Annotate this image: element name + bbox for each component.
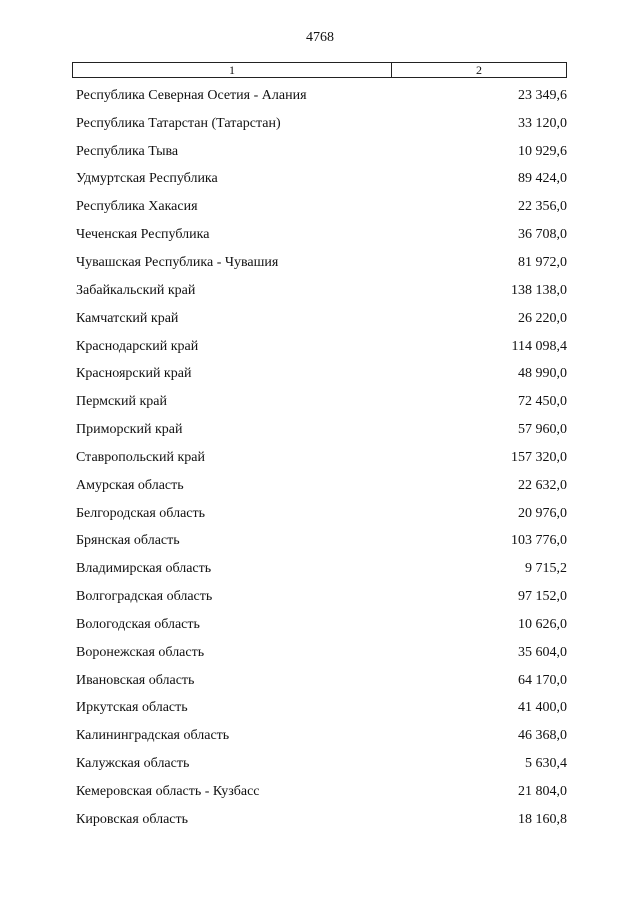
region-value: 72 450,0 bbox=[518, 394, 567, 410]
table-row bbox=[76, 444, 567, 472]
table-row bbox=[76, 528, 567, 556]
table-row bbox=[76, 333, 567, 361]
region-name: Вологодская область bbox=[76, 616, 200, 632]
region-value: 138 138,0 bbox=[511, 282, 567, 298]
table-row bbox=[76, 611, 567, 639]
region-name: Краснодарский край bbox=[76, 338, 199, 354]
column-header-1: 1 bbox=[73, 63, 392, 77]
region-name: Амурская область bbox=[76, 477, 184, 493]
region-name: Камчатский край bbox=[76, 310, 179, 326]
table-row bbox=[76, 277, 567, 305]
table-row bbox=[76, 416, 567, 444]
table-row bbox=[76, 806, 567, 834]
region-value: 57 960,0 bbox=[518, 422, 567, 438]
table-row bbox=[76, 639, 567, 667]
region-value: 46 368,0 bbox=[518, 728, 567, 744]
region-value: 22 632,0 bbox=[518, 477, 567, 493]
table-row bbox=[76, 555, 567, 583]
region-name: Республика Северная Осетия - Алания bbox=[76, 87, 307, 103]
region-name: Забайкальский край bbox=[76, 282, 196, 298]
page-number: 4768 bbox=[306, 30, 334, 45]
region-value: 18 160,8 bbox=[518, 811, 567, 827]
table-row bbox=[76, 778, 567, 806]
region-value: 36 708,0 bbox=[518, 227, 567, 243]
table-body bbox=[76, 82, 567, 834]
table-row bbox=[76, 583, 567, 611]
table-row bbox=[76, 667, 567, 695]
region-value: 5 630,4 bbox=[525, 756, 567, 772]
region-value: 114 098,4 bbox=[511, 338, 567, 354]
region-value: 10 626,0 bbox=[518, 616, 567, 632]
region-name: Республика Тыва bbox=[76, 143, 179, 159]
region-name: Белгородская область bbox=[76, 505, 206, 521]
region-value: 26 220,0 bbox=[518, 310, 567, 326]
table-row bbox=[76, 722, 567, 750]
table-row bbox=[76, 750, 567, 778]
table-row bbox=[76, 249, 567, 277]
table-row bbox=[76, 110, 567, 138]
region-name: Кемеровская область - Кузбасс bbox=[76, 784, 260, 800]
region-name: Республика Татарстан (Татарстан) bbox=[76, 115, 281, 131]
region-name: Удмуртская Республика bbox=[76, 171, 218, 187]
table-row bbox=[76, 193, 567, 221]
region-name: Ивановская область bbox=[76, 672, 195, 688]
column-header-2: 2 bbox=[476, 63, 482, 77]
region-name: Кировская область bbox=[76, 811, 189, 827]
table-row bbox=[76, 695, 567, 723]
table-row bbox=[76, 472, 567, 500]
region-value: 10 929,6 bbox=[518, 143, 567, 159]
region-value: 22 356,0 bbox=[518, 199, 567, 215]
region-name: Ставропольский край bbox=[76, 449, 205, 465]
region-value: 20 976,0 bbox=[518, 505, 567, 521]
table-row bbox=[76, 360, 567, 388]
region-value: 21 804,0 bbox=[518, 784, 567, 800]
table-row bbox=[76, 166, 567, 194]
region-value: 23 349,6 bbox=[518, 87, 567, 103]
region-name: Брянская область bbox=[76, 533, 180, 549]
region-name: Иркутская область bbox=[76, 700, 188, 716]
table-row bbox=[76, 82, 567, 110]
region-name: Калужская область bbox=[76, 756, 190, 772]
region-value: 64 170,0 bbox=[518, 672, 567, 688]
region-value: 9 715,2 bbox=[525, 561, 567, 577]
table-column-header bbox=[72, 62, 567, 78]
region-value: 41 400,0 bbox=[518, 700, 567, 716]
table-row bbox=[76, 500, 567, 528]
region-name: Красноярский край bbox=[76, 366, 192, 382]
region-name: Владимирская область bbox=[76, 561, 212, 577]
region-value: 33 120,0 bbox=[518, 115, 567, 131]
table-row bbox=[76, 388, 567, 416]
region-name: Республика Хакасия bbox=[76, 199, 198, 215]
region-name: Чеченская Республика bbox=[76, 227, 210, 243]
table-row bbox=[76, 305, 567, 333]
region-name: Приморский край bbox=[76, 422, 183, 438]
table-row bbox=[76, 221, 567, 249]
region-value: 89 424,0 bbox=[518, 171, 567, 187]
region-name: Калининградская область bbox=[76, 728, 230, 744]
region-value: 35 604,0 bbox=[518, 644, 567, 660]
region-value: 103 776,0 bbox=[511, 533, 567, 549]
region-name: Пермский край bbox=[76, 394, 167, 410]
region-name: Чувашская Республика - Чувашия bbox=[76, 254, 279, 270]
region-value: 81 972,0 bbox=[518, 254, 567, 270]
region-name: Волгоградская область bbox=[76, 589, 213, 605]
region-value: 97 152,0 bbox=[518, 589, 567, 605]
region-value: 48 990,0 bbox=[518, 366, 567, 382]
table-row bbox=[76, 138, 567, 166]
region-name: Воронежская область bbox=[76, 644, 205, 660]
region-value: 157 320,0 bbox=[511, 449, 567, 465]
